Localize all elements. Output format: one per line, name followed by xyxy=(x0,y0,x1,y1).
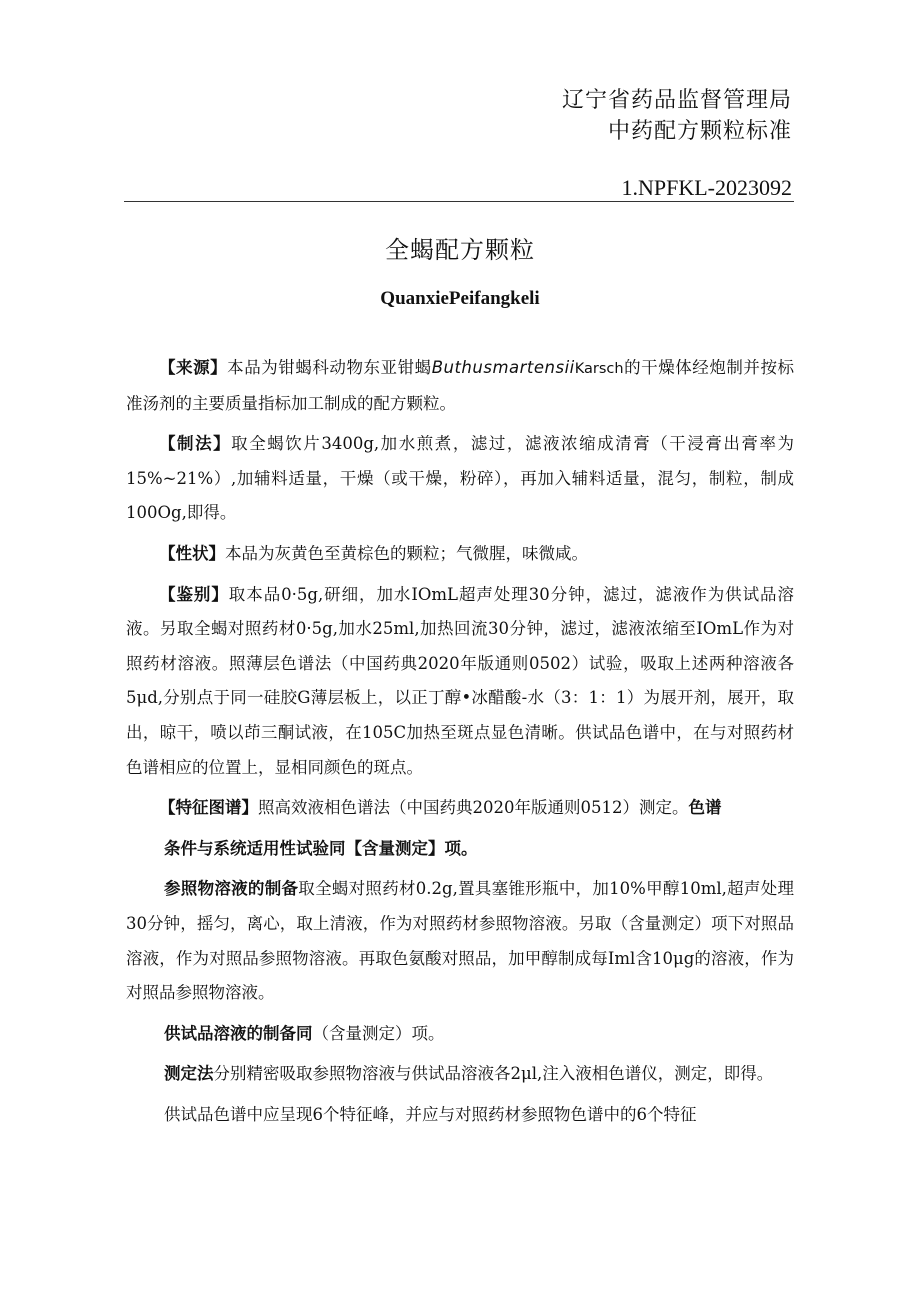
page-title-pinyin: QuanxiePeifangkeli xyxy=(380,288,540,309)
section-identification xyxy=(126,578,794,786)
section-label: 【性状】 xyxy=(159,543,225,563)
section-method xyxy=(126,427,794,531)
section-label: 【制法】 xyxy=(159,434,232,454)
section-text: 的干燥体经炮制并按标准汤剂的主要质量指标加工制成的配方颗粒。 xyxy=(126,358,795,413)
section-reference-prep xyxy=(126,872,794,1010)
section-fingerprint xyxy=(126,791,794,826)
section-peaks xyxy=(126,1098,794,1133)
fingerprint-conditions xyxy=(126,832,794,867)
section-text: 本品为灰黄色至黄棕色的颗粒；气微腥，味微咸。 xyxy=(225,543,588,563)
issuing-authority: 辽宁省药品监督管理局 xyxy=(561,88,792,113)
section-label: 【来源】 xyxy=(159,358,228,377)
subsection-label: 测定法 xyxy=(164,1064,214,1084)
section-text: 分别精密吸取参照物溶液与供试品溶液各2μl,注入液相色谱仪，测定，即得。 xyxy=(213,1064,774,1084)
section-text: 照高效液相色谱法（中国药典2020年版通则0512）测定。 xyxy=(258,798,689,818)
page-title: 全蝎配方颗粒 xyxy=(385,236,535,264)
section-character xyxy=(126,537,794,572)
standard-code: 1.NPFKL-2023092 xyxy=(621,175,792,200)
section-test-prep xyxy=(126,1017,794,1052)
header-divider xyxy=(124,201,794,202)
section-text: 取全蝎对照药材0.2g,置具塞锥形瓶中，加10%甲醇10ml,超声处理30分钟，摇匀，离心，取上清液，作为对照药材参照物溶液。另取（含量测定）项下对照品溶液，作为对照品参照物溶液。再取色氨酸对照品，加甲醇制成每Iml含10μg的溶液，作为对照品参照物溶液。 xyxy=(126,879,794,1003)
document-body xyxy=(126,351,794,1138)
section-text: 供试品色谱中应呈现6个特征峰，并应与对照药材参照物色谱中的6个特征 xyxy=(164,1104,697,1124)
latin-name: Buthusmartensii xyxy=(431,358,575,377)
section-label: 【鉴别】 xyxy=(159,584,229,604)
section-text: 取本品0·5g,研细，加水IOmL超声处理30分钟，滤过，滤液作为供试品溶液。另取全蝎对照药材0·5g,加水25ml,加热回流30分钟，滤过，滤液浓缩至IOmL作为对照药材溶液。照薄层色谱法（中国药典2020年版通则0502）试验，吸取上述两种溶液各5μd,分别点于同一硅胶G薄层板上，以正丁醇•冰醋酸-水（3：1：1）为展开剂，展开，取出，晾干，喷以茚三酮试液，在105C加热至斑点显色清晰。供试品色谱中，在与对照药材色谱相应的位置上，显相同颜色的斑点。 xyxy=(126,584,794,777)
subsection-label: 供试品溶液的制备同 xyxy=(164,1023,313,1043)
section-source xyxy=(126,351,794,421)
standard-category: 中药配方颗粒标准 xyxy=(607,119,792,144)
section-bold-text: 条件与系统适用性试验同【含量测定】项。 xyxy=(164,838,478,858)
section-text: 本品为钳蝎科动物东亚钳蝎 xyxy=(227,358,432,377)
section-bold-text: 色谱 xyxy=(688,798,722,818)
author-name: Karsch xyxy=(574,361,624,377)
section-assay xyxy=(126,1057,794,1092)
section-text: （含量测定）项。 xyxy=(312,1023,445,1043)
section-text: 取全蝎饮片3400g,加水煎煮，滤过，滤液浓缩成清膏（干浸膏出膏率为15%~21%）,加辅料适量，干燥（或干燥，粉碎），再加入辅料适量，混匀，制粒，制成100Og,即得。 xyxy=(126,434,794,523)
section-label: 【特征图谱】 xyxy=(159,798,258,818)
subsection-label: 参照物溶液的制备 xyxy=(164,879,299,899)
